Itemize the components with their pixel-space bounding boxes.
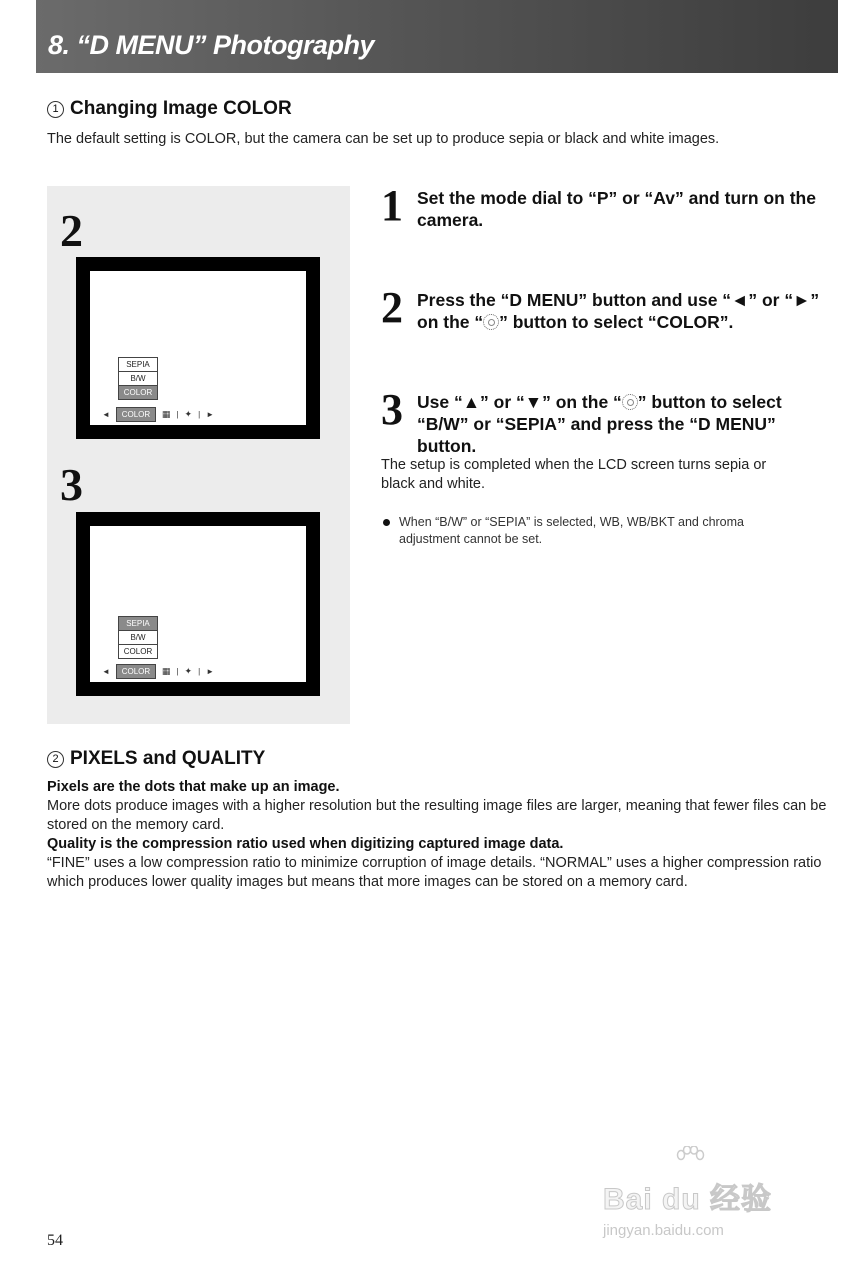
separator-icon: | <box>176 667 179 676</box>
step-1 <box>381 181 821 231</box>
step-3-body: The setup is completed when the LCD screen turns sepia or black and white. <box>381 457 767 492</box>
section-2-number: 2 <box>47 751 64 768</box>
lcd-menu-bar-figure-2 <box>102 407 214 422</box>
pixels-definition: Pixels are the dots that make up an image. <box>47 779 340 795</box>
section-2-heading <box>47 748 265 770</box>
right-arrow-icon: ► <box>206 410 215 419</box>
watermark-url: jingyan.baidu.com <box>603 1222 724 1239</box>
step-3-text-part-b: ” button to select “B/W” or “SEPIA” and press the “D MENU” button. <box>417 392 782 456</box>
step-2-text <box>417 289 821 333</box>
left-arrow-icon: ◄ <box>102 410 110 419</box>
separator-icon: | <box>198 667 201 676</box>
section-1-number: 1 <box>47 101 64 118</box>
lcd-screen-figure-2 <box>76 257 320 439</box>
quality-explanation: “FINE” uses a low compression ratio to minimize corruption of image details. “NORMAL” uses a higher compression ratio which produces lower quality images but means that more images can be stored on a memory card. <box>47 855 822 890</box>
page-number: 54 <box>47 1232 63 1249</box>
step-1-number: 1 <box>381 181 403 230</box>
menu-option-sepia-selected: SEPIA <box>118 616 158 630</box>
step-2-text-part-b: ” button to select “COLOR”. <box>499 312 734 332</box>
menu-bar-color: COLOR <box>116 407 156 422</box>
menu-option-bw: B/W <box>118 630 158 644</box>
separator-icon: | <box>198 410 201 419</box>
lcd-menu-bar-figure-3 <box>102 664 214 679</box>
chroma-icon: ✦ <box>184 666 193 676</box>
chapter-title: 8. “D MENU” Photography <box>48 30 375 60</box>
color-menu-figure-2 <box>118 357 158 400</box>
section-2-body <box>47 778 827 892</box>
figure-3-label: 3 <box>60 459 83 510</box>
figure-2-label: 2 <box>60 205 83 256</box>
arrow-pad-icon <box>483 314 499 330</box>
step-3 <box>381 385 821 457</box>
color-menu-figure-3 <box>118 616 158 659</box>
pixel-grid-icon: ▦ <box>161 666 171 676</box>
menu-option-color-selected: COLOR <box>118 385 158 400</box>
section-1-title: Changing Image COLOR <box>70 98 292 119</box>
pixels-explanation: More dots produce images with a higher resolution but the resulting image files are larger, meaning that fewer files can be stored on the memory card. <box>47 798 827 833</box>
section-1-heading <box>47 98 292 120</box>
left-arrow-icon: ◄ <box>102 667 110 676</box>
step-2 <box>381 283 821 333</box>
right-arrow-icon: ► <box>206 667 215 676</box>
baidu-watermark <box>603 1150 803 1245</box>
note-bullet: When “B/W” or “SEPIA” is selected, WB, WB/BKT and chroma adjustment cannot be set. <box>383 514 799 548</box>
step-3-text <box>417 391 821 457</box>
step-3-number: 3 <box>381 385 403 434</box>
step-3-text-part-a: Use “▲” or “▼” on the “ <box>417 392 622 412</box>
arrow-pad-icon <box>622 394 638 410</box>
step-1-text: Set the mode dial to “P” or “Av” and turn on the camera. <box>417 188 816 230</box>
lcd-screen-figure-3 <box>76 512 320 696</box>
pixel-grid-icon: ▦ <box>161 409 171 419</box>
menu-option-color: COLOR <box>118 644 158 659</box>
menu-option-sepia: SEPIA <box>118 357 158 371</box>
step-2-number: 2 <box>381 283 403 332</box>
separator-icon: | <box>176 410 179 419</box>
paw-icon <box>675 1146 705 1172</box>
quality-definition: Quality is the compression ratio used when digitizing captured image data. <box>47 836 564 852</box>
figure-panel <box>47 186 350 724</box>
section-1-intro: The default setting is COLOR, but the camera can be set up to produce sepia or black and white images. <box>47 131 720 147</box>
menu-option-bw: B/W <box>118 371 158 385</box>
menu-bar-color: COLOR <box>116 664 156 679</box>
section-2-title: PIXELS and QUALITY <box>70 748 266 769</box>
watermark-logo: Bai du 经验 <box>603 1183 773 1216</box>
chapter-header-bar <box>36 0 838 73</box>
chroma-icon: ✦ <box>184 409 193 419</box>
step-2-text-part-a: Press the “D MENU” button and use “◄” or “►” on the “ <box>417 290 820 332</box>
